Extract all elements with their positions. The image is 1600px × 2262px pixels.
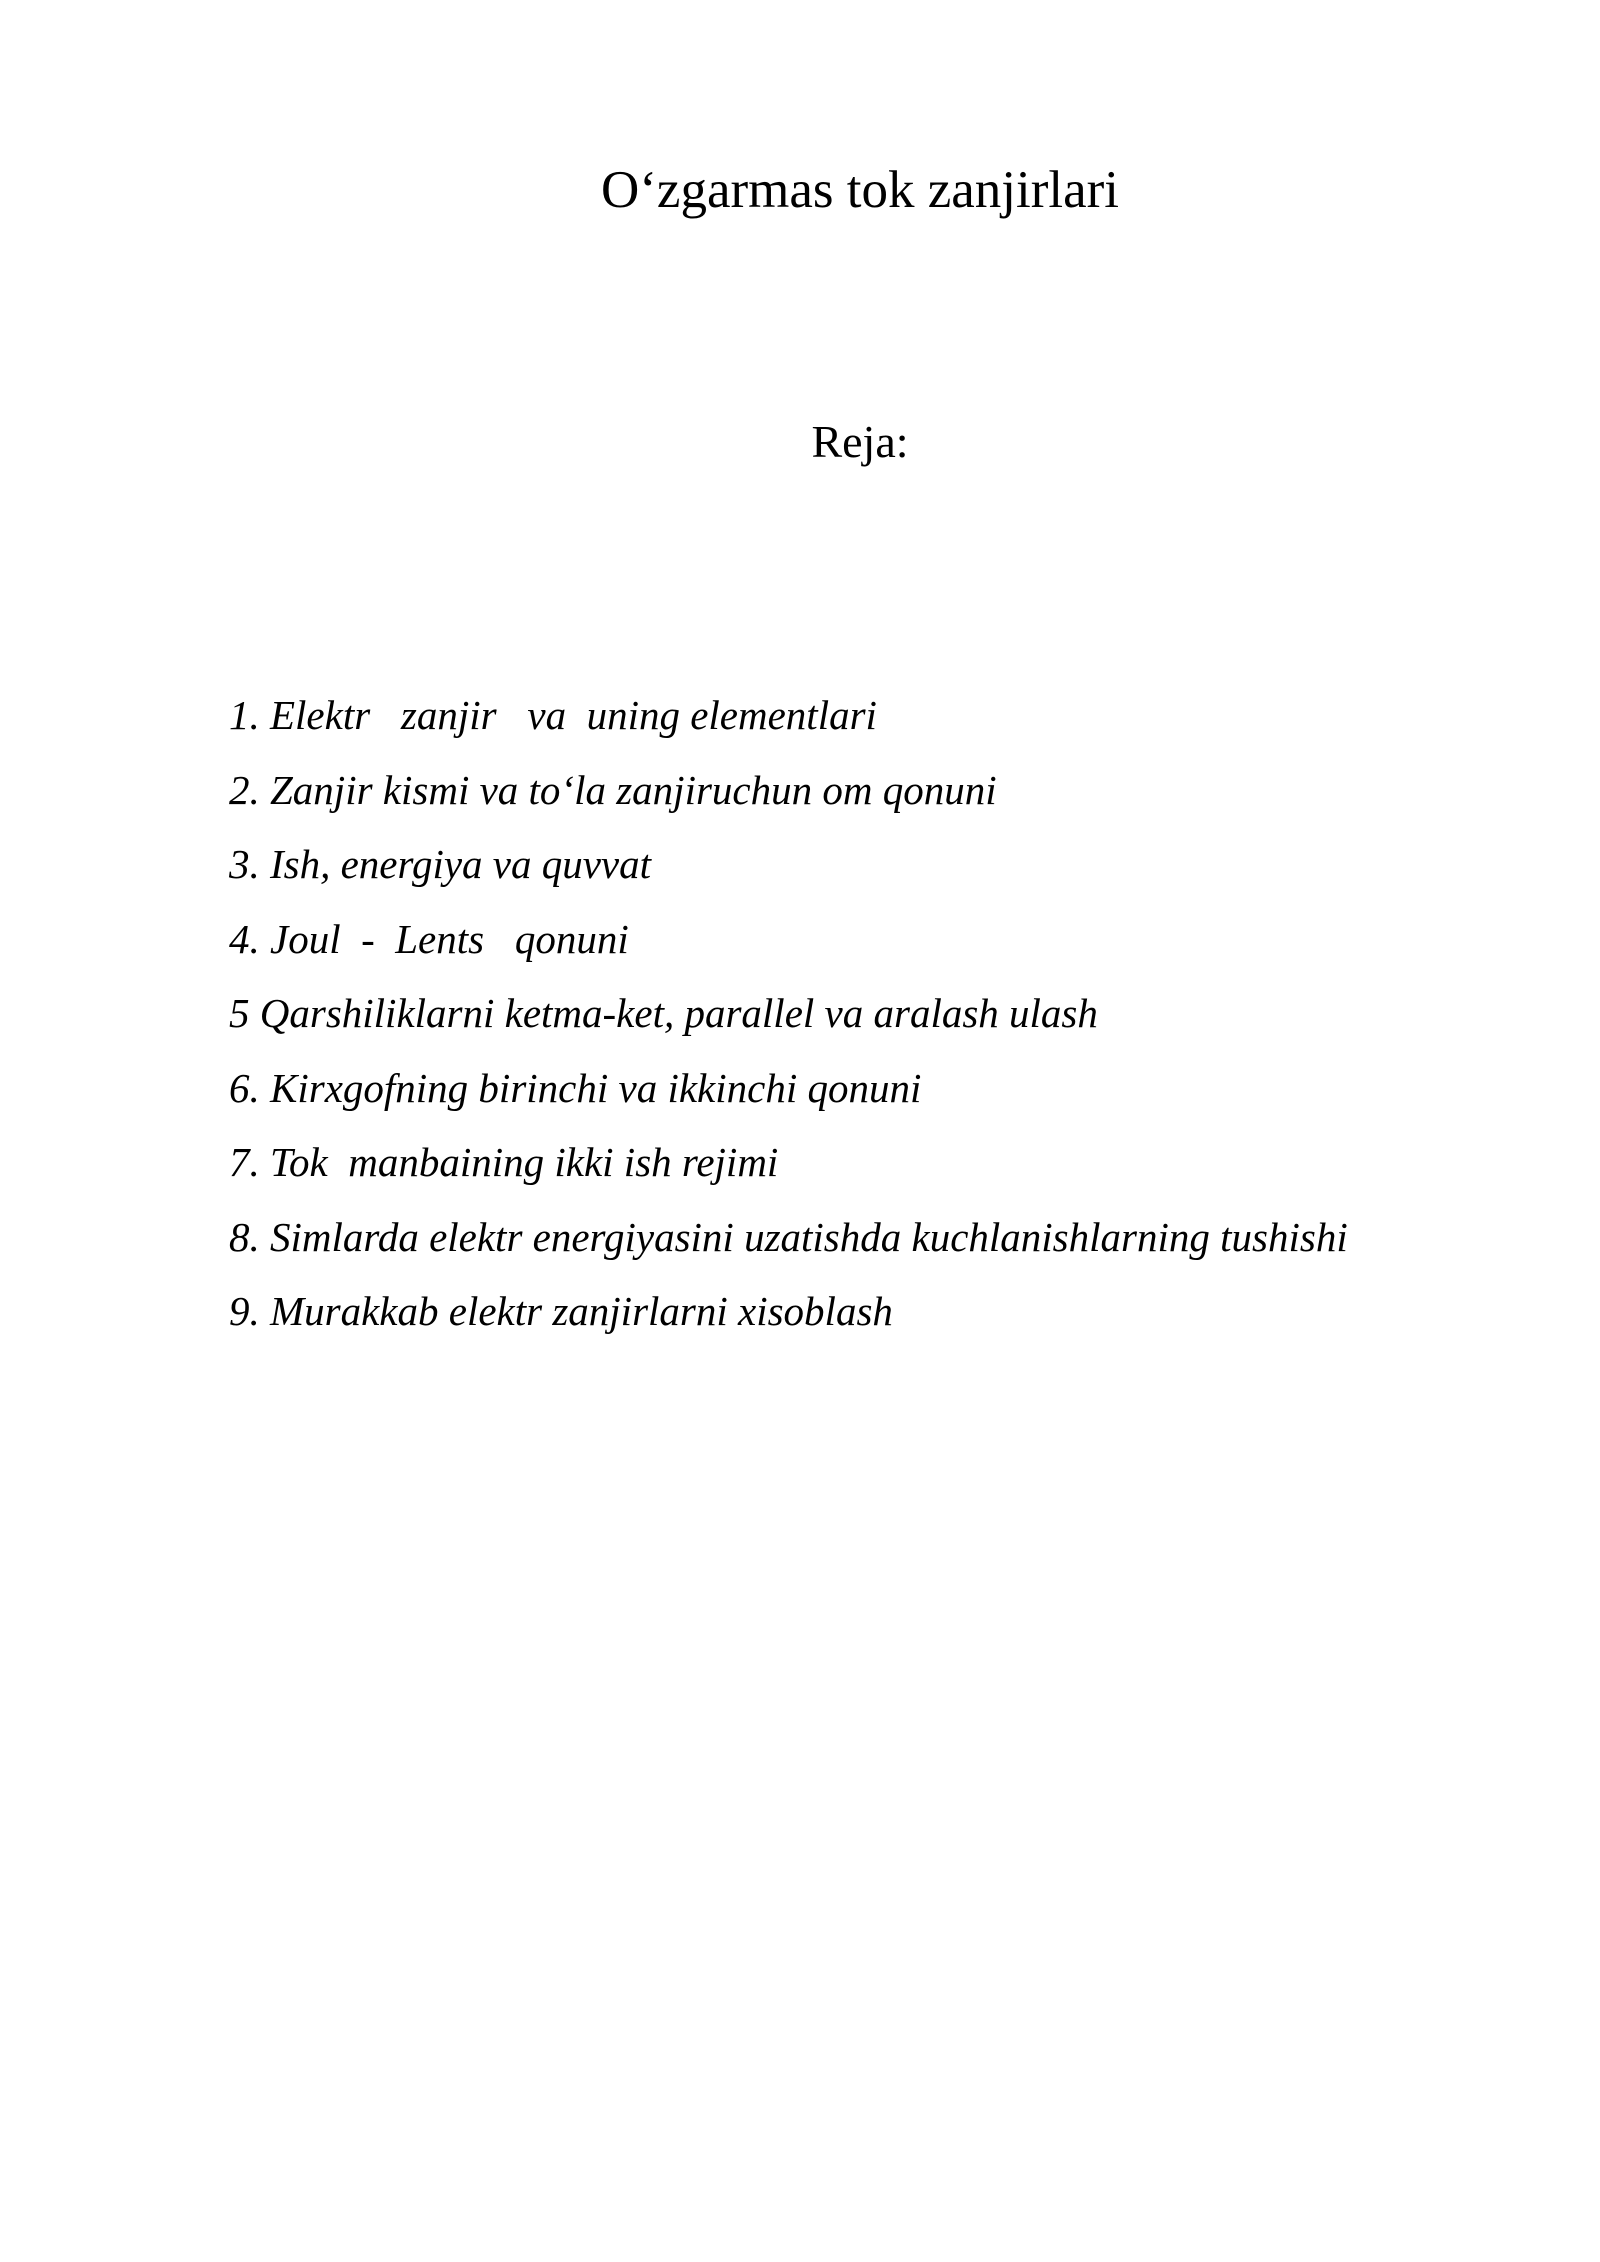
plan-item: 7. Tok manbaining ikki ish rejimi (229, 1139, 779, 1185)
plan-item: 1. Elektr zanjir va uning elementlari (229, 692, 877, 738)
plan-item: 5 Qarshiliklarni ketma-ket, parallel va aralash ulash (229, 990, 1098, 1036)
plan-item: 8. Simlarda elektr energiyasini uzatishda kuchlanishlarning tushishi (229, 1213, 1348, 1260)
plan-item: 4. Joul - Lents qonuni (229, 915, 629, 962)
plan-item: 9. Murakkab elektr zanjirlarni xisoblash (229, 1288, 893, 1334)
plan-item: 3. Ish, energiya va quvvat (229, 841, 652, 887)
plan-item: 2. Zanjir kismi va to‘la zanjiruchun om qonuni (229, 766, 997, 813)
plan-item: 6. Kirxgofning birinchi va ikkinchi qonuni (229, 1064, 922, 1111)
document-title: O‘zgarmas tok zanjirlari (601, 161, 1119, 219)
plan-heading: Reja: (811, 416, 909, 467)
plan-list (229, 690, 1348, 1361)
